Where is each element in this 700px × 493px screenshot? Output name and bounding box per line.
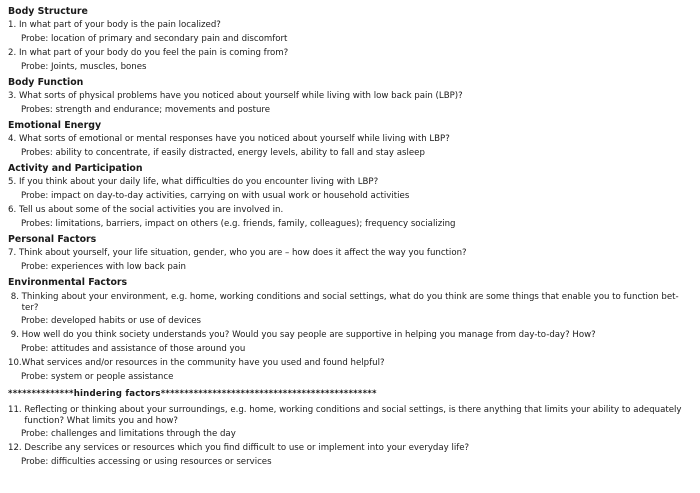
question-text: In what part of your body do you feel the pain is coming from? — [18, 48, 289, 58]
probe-text: Probe: impact on day-to-day activities, carrying on with usual work or household activities — [21, 191, 410, 201]
question-text: If you think about your daily life, what difficulties do you encounter living with LBP? — [18, 177, 379, 187]
probe-text: Probe: experiences with low back pain — [21, 262, 186, 272]
question-text: What services and/or resources in the community have you used and found helpful? — [21, 358, 385, 368]
question-text: What sorts of physical problems have you noticed about yourself while living with low back pain (LBP)? — [18, 91, 463, 101]
question-number: 8. — [8, 292, 22, 302]
question-number: 11. — [8, 405, 25, 415]
probe-text: Probe: difficulties accessing or using resources or services — [21, 457, 272, 467]
question-text: Tell us about some of the social activities you are involved in. — [18, 205, 284, 215]
question-number: 3. — [8, 91, 19, 101]
probe-text: Probe: location of primary and secondary pain and discomfort — [21, 34, 288, 44]
question-text: What sorts of emotional or mental responses have you noticed about yourself while living with LBP? — [18, 134, 450, 144]
question-number: 9. — [8, 330, 22, 340]
question — [8, 290, 694, 314]
section-heading: Emotional Energy — [8, 120, 102, 131]
question-text: How well do you think society understands you? Would you say people are supportive in helping you manage from day-to-day? How? — [21, 330, 596, 340]
question — [8, 329, 694, 342]
question — [8, 19, 694, 32]
probe-text: Probes: ability to concentrate, if easily distracted, energy levels, ability to fall and stay asleep — [21, 148, 425, 158]
probe-text: Probe: challenges and limitations through the day — [21, 429, 236, 439]
question — [8, 204, 694, 217]
question-number: 10. — [8, 358, 22, 368]
question-text: Think about yourself, your life situation, gender, who you are – how does it affect the way you function? — [18, 248, 467, 258]
question-number: 4. — [8, 134, 19, 144]
question-number: 1. — [8, 20, 19, 30]
question — [8, 403, 694, 427]
question-number: 5. — [8, 177, 19, 187]
question-text: In what part of your body is the pain localized? — [18, 20, 221, 30]
question-number: 6. — [8, 205, 19, 215]
question-number: 7. — [8, 248, 19, 258]
question-text: Thinking about your environment, e.g. home, working conditions and social settings, what do you think are some things that enable you to function bet-ter? — [21, 292, 679, 313]
section-heading: Environmental Factors — [8, 277, 128, 288]
question — [8, 133, 694, 146]
question-number: 2. — [8, 48, 19, 58]
probe-text: Probe: Joints, muscles, bones — [21, 62, 147, 72]
hindering-factors-divider: **************hindering factors********************************************** — [8, 389, 377, 399]
probe-text: Probe: system or people assistance — [21, 372, 174, 382]
section-heading: Personal Factors — [8, 234, 97, 245]
question — [8, 247, 694, 260]
question — [8, 176, 694, 189]
probe-text: Probe: attitudes and assistance of those around you — [21, 344, 246, 354]
question-number: 12. — [8, 443, 25, 453]
question — [8, 442, 694, 455]
question — [8, 90, 694, 103]
probe-text: Probes: limitations, barriers, impact on others (e.g. friends, family, colleagues); frequency socializing — [21, 219, 456, 229]
section-heading: Body Function — [8, 77, 84, 88]
section-heading: Activity and Participation — [8, 163, 143, 174]
question-text: Describe any services or resources which you find difficult to use or implement into your everyday life? — [24, 443, 470, 453]
question — [8, 47, 694, 60]
probe-text: Probes: strength and endurance; movements and posture — [21, 105, 271, 115]
question — [8, 357, 694, 370]
section-heading: Body Structure — [8, 6, 88, 17]
probe-text: Probe: developed habits or use of devices — [21, 316, 202, 326]
question-text: Reflecting or thinking about your surroundings, e.g. home, working conditions and social settings, is there anything that limits your ability to adequately function? What limits you and how? — [24, 405, 682, 426]
